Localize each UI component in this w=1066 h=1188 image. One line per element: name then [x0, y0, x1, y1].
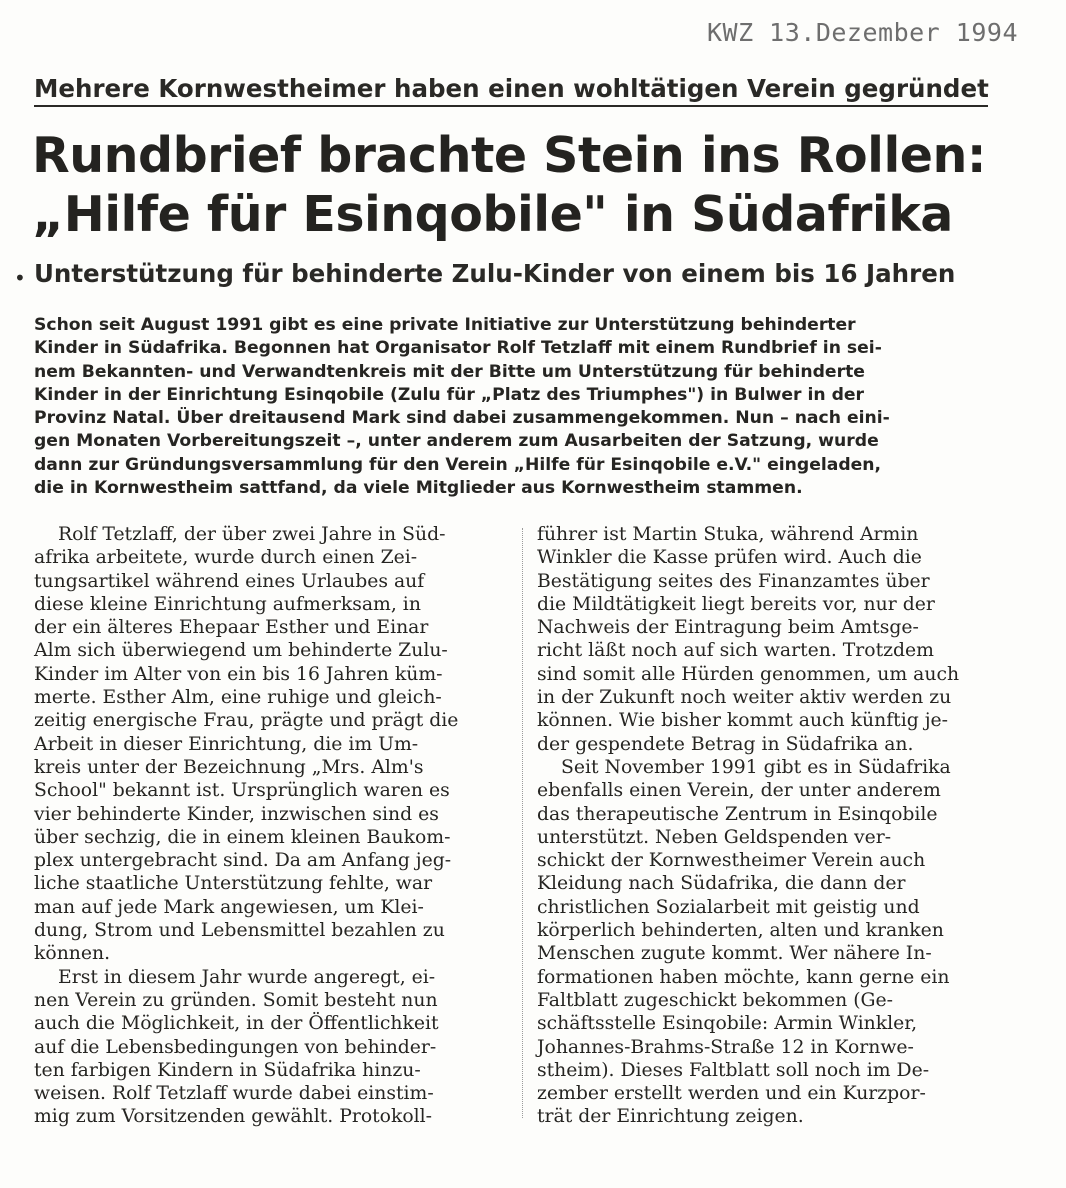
body-line: liche staatliche Unterstützung fehlte, war	[34, 873, 433, 895]
body-line: körperlich behinderten, alten und kranken	[537, 920, 944, 942]
body-line: Arbeit in dieser Einrichtung, die im Um-	[34, 733, 419, 755]
body-line: führer ist Martin Stuka, während Armin	[537, 524, 919, 545]
body-line: plex untergebracht sind. Da am Anfang jeg-	[34, 850, 452, 872]
body-line: mig zum Vorsitzenden gewählt. Protokoll-	[34, 1106, 433, 1128]
body-column-left	[34, 523, 516, 1129]
body-line: auf die Lebensbedingungen von behinder-	[34, 1036, 437, 1058]
body-line: schäftsstelle Esinqobile: Armin Winkler,	[537, 1013, 918, 1035]
body-line: Nachweis der Eintragung beim Amtsge-	[537, 617, 919, 639]
body-line: der ein älteres Ehepaar Esther und Einar	[34, 617, 429, 639]
headline-line: „Hilfe für Esinqobile" in Südafrika	[32, 186, 953, 243]
body-line: können.	[34, 943, 111, 965]
lead-line: nem Bekannten- und Verwandtenkreis mit der Bitte um Unterstützung für behinderte	[34, 361, 865, 382]
body-line: afrika arbeitete, wurde durch einen Zei-	[34, 547, 418, 569]
body-line: Menschen zugute kommt. Wer nähere In-	[537, 943, 932, 965]
headline-line: Rundbrief brachte Stein ins Rollen:	[32, 127, 986, 184]
body-line: ten farbigen Kindern in Südafrika hinzu-	[34, 1059, 421, 1081]
body-line: in der Zukunft noch weiter aktiv werden zu	[537, 687, 952, 709]
body-column-right	[537, 523, 1019, 1129]
source-date-note: KWZ 13.Dezember 1994	[706, 18, 1018, 47]
body-line: sind somit alle Hürden genommen, um auch	[537, 663, 960, 685]
body-line: stheim). Dieses Faltblatt soll noch im De-	[537, 1059, 930, 1081]
body-line: merte. Esther Alm, eine ruhige und gleich-	[34, 687, 442, 709]
body-line: das therapeutische Zentrum in Esinqobile	[537, 803, 938, 825]
body-line: zember erstellt werden und ein Kurzpor-	[537, 1083, 926, 1105]
body-line: Erst in diesem Jahr wurde angeregt, ei-	[58, 966, 436, 988]
body-line: formationen haben möchte, kann gerne ein	[537, 966, 950, 988]
body-line: Rolf Tetzlaff, der über zwei Jahre in Süd-	[58, 524, 446, 545]
body-line: Kinder im Alter von ein bis 16 Jahren küm-	[34, 663, 443, 685]
subhead-bullet-mark: •	[14, 266, 26, 290]
headline	[32, 126, 992, 244]
body-line: nen Verein zu gründen. Somit besteht nun	[34, 989, 438, 1011]
body-line: zeitig energische Frau, prägte und prägt die	[34, 710, 459, 732]
body-line: man auf jede Mark angewiesen, um Klei-	[34, 896, 424, 918]
kicker-line: Mehrere Kornwestheimer haben einen wohltätigen Verein gegründet	[34, 74, 988, 107]
body-line: Alm sich überwiegend um behinderte Zulu-	[34, 640, 448, 662]
body-line: Johannes-Brahms-Straße 12 in Kornwe-	[537, 1036, 914, 1058]
body-line: richt läßt noch auf sich warten. Trotzdem	[537, 640, 934, 662]
body-line: christlichen Sozialarbeit mit geistig und	[537, 896, 920, 918]
body-line: trät der Einrichtung zeigen.	[537, 1106, 804, 1128]
lead-line: dann zur Gründungsversammlung für den Verein „Hilfe für Esinqobile e.V." eingeladen,	[34, 454, 882, 475]
body-line: die Mildtätigkeit liegt bereits vor, nur der	[537, 593, 935, 615]
lead-paragraph	[34, 314, 994, 500]
subheadline: Unterstützung für behinderte Zulu-Kinder von einem bis 16 Jahren	[34, 259, 956, 288]
body-line: über sechzig, die in einem kleinen Baukom-	[34, 826, 451, 848]
lead-line: gen Monaten Vorbereitungszeit –, unter anderem zum Ausarbeiten der Satzung, wurde	[34, 431, 879, 452]
lead-line: Provinz Natal. Über dreitausend Mark sind dabei zusammengekommen. Nun – nach eini-	[34, 408, 890, 429]
body-line: dung, Strom und Lebensmittel bezahlen zu	[34, 920, 445, 942]
body-line: vier behinderte Kinder, inzwischen sind es	[34, 803, 439, 825]
body-line: der gespendete Betrag in Südafrika an.	[537, 733, 914, 755]
body-line: tungsartikel während eines Urlaubes auf	[34, 570, 425, 592]
body-line: School" bekannt ist. Ursprünglich waren es	[34, 780, 450, 802]
body-line: unterstützt. Neben Geldspenden ver-	[537, 826, 892, 848]
body-line: ebenfalls einen Verein, der unter anderem	[537, 780, 941, 802]
body-line: Winkler die Kasse prüfen wird. Auch die	[537, 547, 922, 569]
body-line: Bestätigung seites des Finanzamtes über	[537, 570, 930, 592]
body-line: Seit November 1991 gibt es in Südafrika	[561, 756, 951, 778]
body-line: diese kleine Einrichtung aufmerksam, in	[34, 593, 421, 615]
body-line: auch die Möglichkeit, in der Öffentlichkeit	[34, 1013, 439, 1035]
body-line: schickt der Kornwestheimer Verein auch	[537, 850, 926, 872]
lead-line: Kinder in Südafrika. Begonnen hat Organisator Rolf Tetzlaff mit einem Rundbrief in sei-	[34, 338, 882, 359]
lead-line: Kinder in der Einrichtung Esinqobile (Zulu für „Platz des Triumphes") in Bulwer in der	[34, 384, 865, 405]
body-line: Kleidung nach Südafrika, die dann der	[537, 873, 906, 895]
body-line: Faltblatt zugeschickt bekommen (Ge-	[537, 989, 894, 1011]
body-line: kreis unter der Bezeichnung „Mrs. Alm's	[34, 756, 424, 778]
body-line: können. Wie bisher kommt auch künftig je-	[537, 710, 948, 732]
body-line: weisen. Rolf Tetzlaff wurde dabei einstim-	[34, 1083, 434, 1105]
lead-line: die in Kornwestheim sattfand, da viele Mitglieder aus Kornwestheim stammen.	[34, 478, 803, 499]
column-divider	[522, 528, 523, 1118]
lead-line: Schon seit August 1991 gibt es eine private Initiative zur Unterstützung behinderter	[34, 315, 856, 335]
